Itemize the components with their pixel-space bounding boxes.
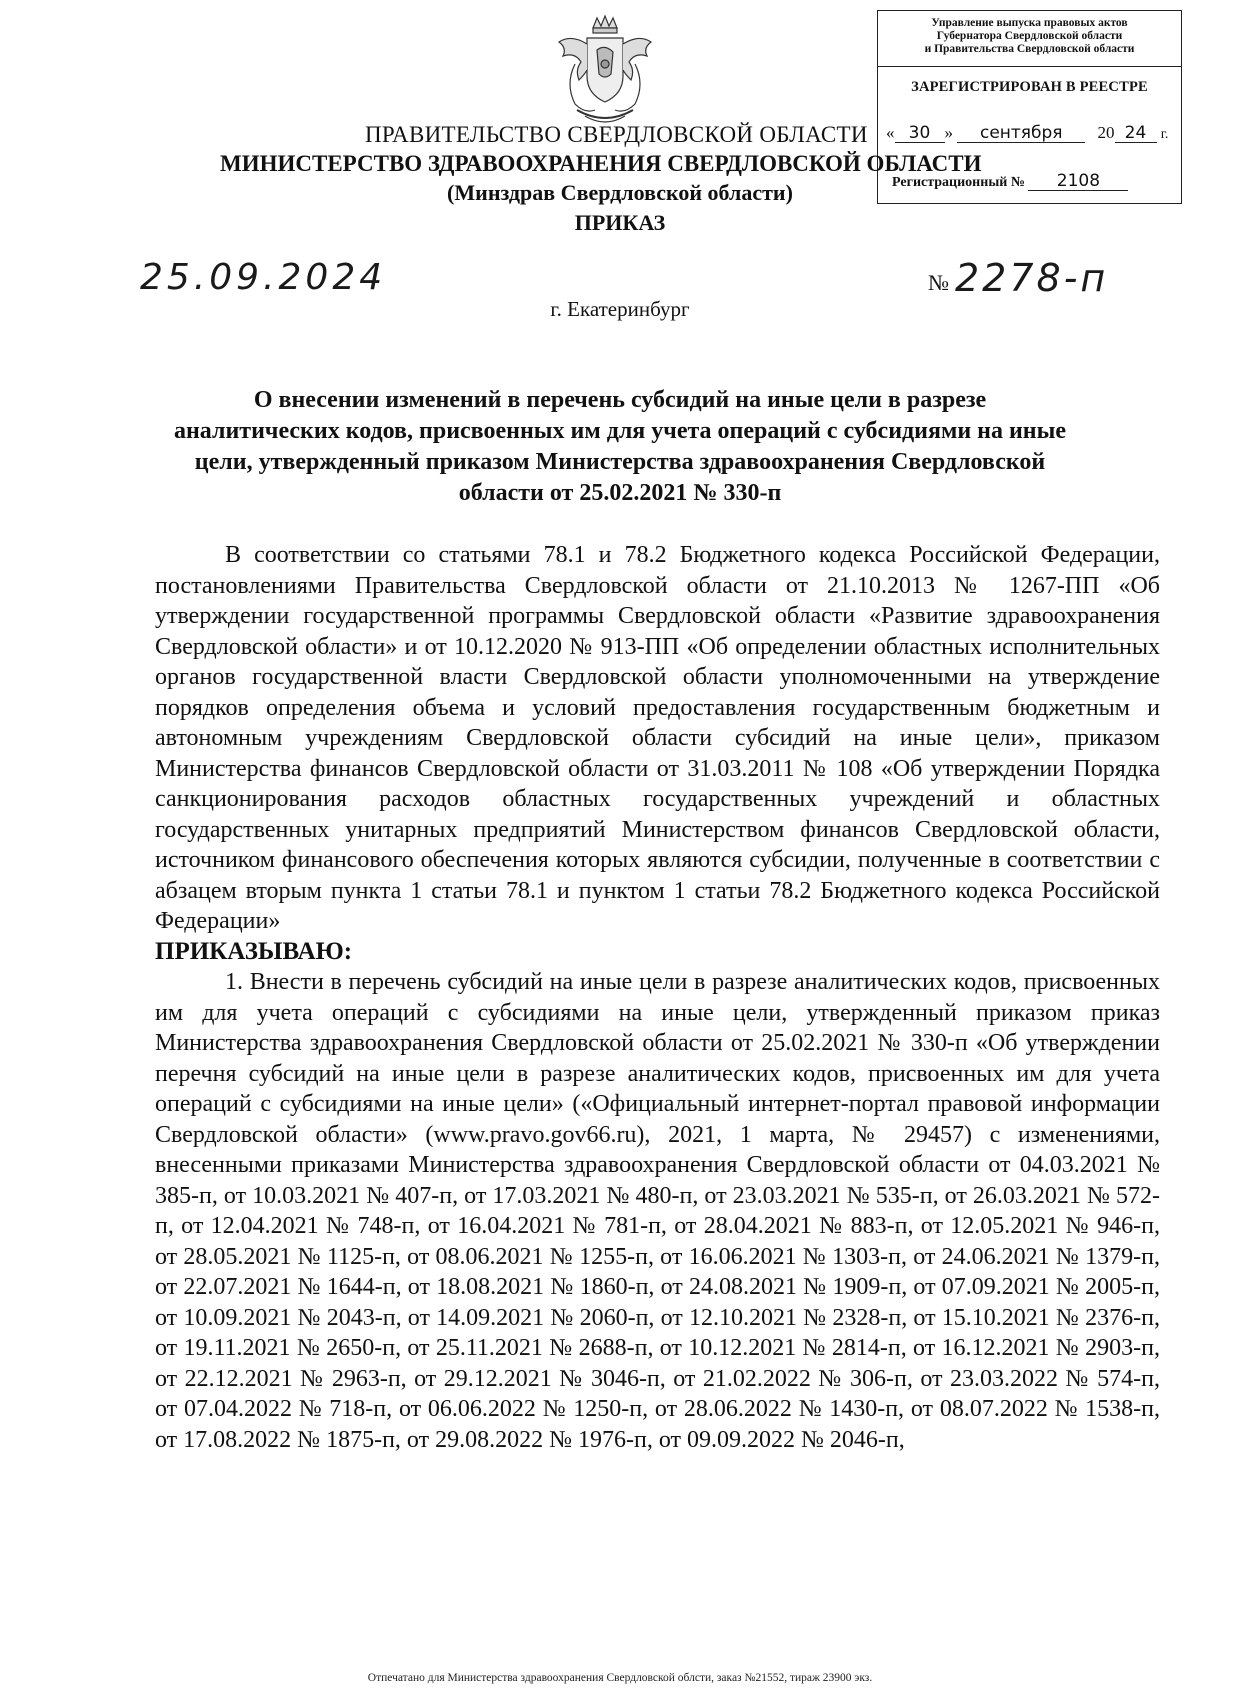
handwritten-date: 25.09.2024 [140, 257, 387, 298]
order-word: ПРИКАЗЫВАЮ: [155, 937, 353, 965]
registry-date [886, 123, 1168, 143]
government-name: ПРАВИТЕЛЬСТВО СВЕРДЛОВСКОЙ ОБЛАСТИ [365, 122, 868, 147]
document-body [155, 540, 1160, 1455]
city: г. Екатеринбург [550, 297, 690, 321]
registry-office-line: Губернатора Свердловской области [936, 30, 1123, 42]
registry-office [878, 11, 1181, 67]
registry-quote-close: » [944, 123, 953, 142]
registry-quote-open: « [886, 123, 895, 142]
ministry-name: МИНИСТЕРСТВО ЗДРАВООХРАНЕНИЯ СВЕРДЛОВСКОЙ ОБЛАСТИ [220, 151, 982, 176]
registry-year-prefix: 20 [1097, 123, 1115, 142]
document-title: О внесении изменений в перечень субсидий на иные цели в разрезе аналитических кодов, присвоенных им для учета операций с субсидиями на иные цели, утвержденный приказом Министерства здравоохранения Свердловской области от 25.02.2021 № 330-п [173, 387, 1067, 506]
preamble-paragraph: В соответствии со статьями 78.1 и 78.2 Бюджетного кодекса Российской Федерации, постановлениями Правительства Свердловской области от 21.10.2013 № 1267-ПП «Об утверждении государственной программы Свердловской области «Развитие здравоохранения Свердловской области» и от 10.12.2020 № 913-ПП «Об определении областных исполнительных органов государственной власти Свердловской области уполномоченными на утверждение порядков определения объема и условий предоставления государственным бюджетным и автономным учреждениям Свердловской области субсидий на иные цели», приказом Министерства финансов Свердловской области от 31.03.2011 № 108 «Об утверждении Порядка санкционирования расходов областных государственных учреждений и областных государственных унитарных предприятий Министерством финансов Свердловской области, источником финансового обеспечения которых являются субсидии, полученные в соответствии с абзацем вторым пункта 1 статьи 78.1 и пунктом 1 статьи 78.2 Бюджетного кодекса Российской Федерации» [155, 542, 1160, 934]
registry-office-line: и Правительства Свердловской области [924, 43, 1135, 55]
registry-month: сентября [957, 125, 1085, 143]
registry-number: 2108 [1028, 173, 1128, 191]
order-number-label: № [928, 270, 949, 295]
ministry-short-name: (Минздрав Свердловской области) [447, 180, 793, 205]
item-1-paragraph: 1. Внести в перечень субсидий на иные цели в разрезе аналитических кодов, присвоенных им для учета операций с субсидиями на иные цели, утвержденный приказом приказ Министерства здравоохранения Свердловской области от 25.02.2021 № 330-п «Об утверждении перечня субсидий на иные цели в разрезе аналитических кодов, присвоенных им для учета операций с субсидиями на иные цели» («Официальный интернет-портал правовой информации Свердловской области» (www.pravo.gov66.ru), 2021, 1 марта, № 29457) с изменениями, внесенными приказами Министерства здравоохранения Свердловской области от 04.03.2021 № 385-п, от 10.03.2021 № 407-п, от 17.03.2021 № 480-п, от 23.03.2021 № 535-п, от 26.03.2021 № 572-п, от 12.04.2021 № 748-п, от 16.04.2021 № 781-п, от 28.04.2021 № 883-п, от 12.05.2021 № 946-п, от 28.05.2021 № 1125-п, от 08.06.2021 № 1255-п, от 16.06.2021 № 1303-п, от 24.06.2021 № 1379-п, от 22.07.2021 № 1644-п, от 18.08.2021 № 1860-п, от 24.08.2021 № 1909-п, от 07.09.2021 № 2005-п, от 10.09.2021 № 2043-п, от 14.09.2021 № 2060-п, от 12.10.2021 № 2328-п, от 15.10.2021 № 2376-п, от 19.11.2021 № 2650-п, от 25.11.2021 № 2688-п, от 10.12.2021 № 2814-п, от 16.12.2021 № 2903-п, от 22.12.2021 № 2963-п, от 29.12.2021 № 3046-п, от 21.02.2022 № 306-п, от 23.03.2022 № 574-п, от 07.04.2022 № 718-п, от 06.06.2022 № 1250-п, от 28.06.2022 № 1430-п, от 08.07.2022 № 1538-п, от 17.08.2022 № 1875-п, от 29.08.2022 № 1976-п, от 09.09.2022 № 2046-п, [155, 969, 1160, 1453]
handwritten-order-number: 2278-п [955, 256, 1109, 300]
coat-of-arms-emblem [545, 14, 665, 130]
registry-number-label: Регистрационный № [892, 175, 1025, 190]
document-type: ПРИКАЗ [574, 210, 666, 235]
registry-title: ЗАРЕГИСТРИРОВАН В РЕЕСТРЕ [911, 79, 1148, 95]
registry-day: 30 [895, 125, 945, 143]
registry-office-line: Управление выпуска правовых актов [931, 17, 1128, 29]
registry-year-suffix: 24 [1115, 125, 1157, 143]
registry-year-abbr: г. [1160, 127, 1169, 142]
print-footer: Отпечатано для Министерства здравоохранения Свердловской облсти, заказ №21552, тираж 23900 экз. [367, 1672, 873, 1684]
